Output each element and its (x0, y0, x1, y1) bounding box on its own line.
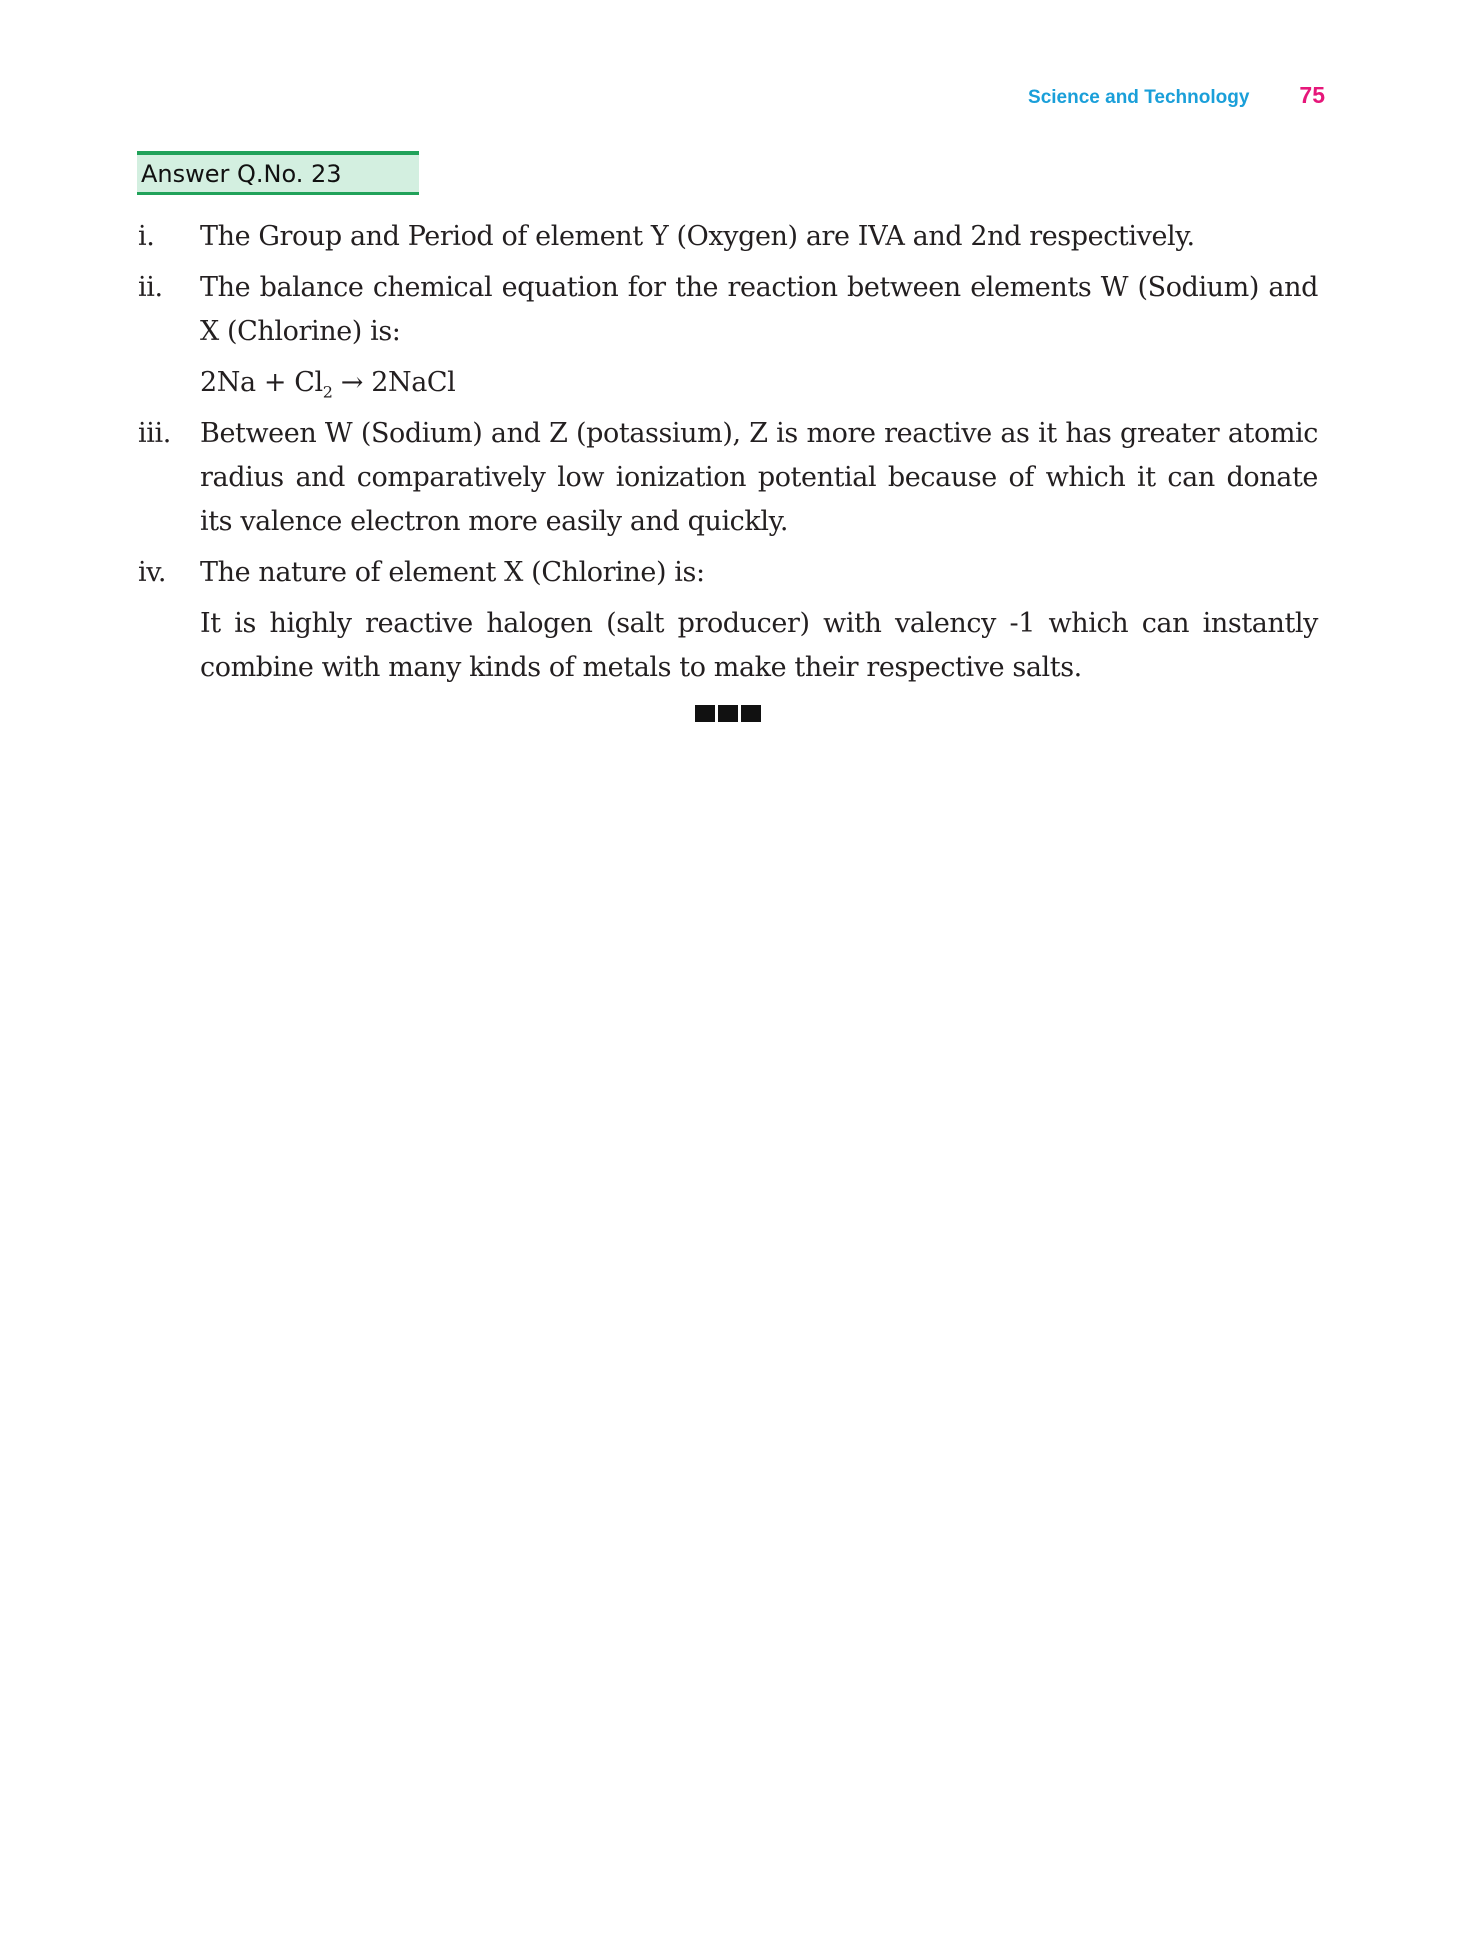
answer-item-iv (138, 551, 1318, 690)
item-marker: iv. (138, 557, 167, 588)
item-marker: i. (138, 221, 155, 252)
ornament-square (695, 705, 715, 722)
chemical-equation (200, 361, 1318, 405)
answer-content (200, 412, 1318, 544)
running-header (1028, 82, 1325, 109)
answer-item-i (138, 215, 1318, 259)
ornament-square (718, 705, 738, 722)
answer-heading: Answer Q.No. 23 (137, 151, 419, 195)
answer-item-iii (138, 412, 1318, 544)
answer-detail: It is highly reactive halogen (salt producer) with valency -1 which can instantly combine with many kinds of metals to make their respective salts. (200, 608, 1318, 683)
equation-product: 2NaCl (371, 367, 456, 398)
answer-text: The Group and Period of element Y (Oxygen) are IVA and 2nd respectively. (200, 221, 1195, 252)
item-marker: iii. (138, 418, 171, 449)
end-of-section-ornament (695, 705, 761, 722)
answer-content (200, 551, 1318, 690)
reaction-arrow: → (340, 367, 363, 398)
ornament-square (741, 705, 761, 722)
answer-item-ii (138, 266, 1318, 405)
answer-list (138, 215, 1318, 697)
book-title: Science and Technology (1028, 87, 1250, 108)
equation-reactants: 2Na + Cl (200, 367, 323, 398)
answer-text: The nature of element X (Chlorine) is: (200, 557, 705, 588)
answer-text: Between W (Sodium) and Z (potassium), Z is more reactive as it has greater atomic radius and comparatively low ionization potential because of which it can donate its valence electron more easily and quickly. (200, 418, 1318, 537)
answer-content (200, 266, 1318, 405)
page-number: 75 (1299, 82, 1325, 108)
answer-text: The balance chemical equation for the reaction between elements W (Sodium) and X (Chlorine) is: (200, 272, 1318, 347)
equation-subscript: 2 (322, 382, 333, 402)
item-marker: ii. (138, 272, 163, 303)
answer-content (200, 215, 1318, 259)
